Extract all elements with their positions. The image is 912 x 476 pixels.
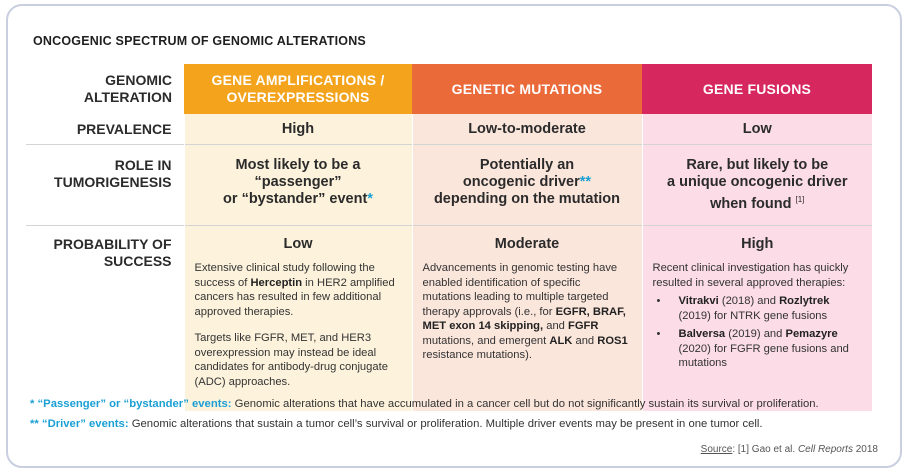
label-line: SUCCESS [103,253,172,269]
text-run: in HER2 amplified cancers has resulted in few additional approved therapies. [194,276,395,318]
text-run: (2018) and [718,295,780,307]
prevalence-fus: Low [642,114,872,145]
biomarker: FGFR [568,320,599,332]
header-row [26,64,872,114]
header-amplifications [184,64,412,114]
label-line: GENOMIC [105,72,172,88]
probability-value: Moderate [494,236,560,252]
text-run: and [572,334,598,347]
probability-row [26,226,872,412]
role-amp [184,145,412,226]
text-run: (2019) for NTRK gene fusions [678,309,828,322]
text-run: Extensive clinical study following the success of [194,262,375,289]
header-mutations: GENETIC MUTATIONS [412,64,642,114]
prevalence-row [26,114,872,145]
drug-name: Rozlytrek [779,295,830,307]
text-run: (2020) for FGFR gene fusions and mutations [678,342,849,369]
footnote-driver [30,418,763,430]
text-run: resistance mutations). [422,349,532,361]
role-line [643,191,873,213]
probability-text [185,261,412,389]
role-row [26,145,872,226]
list-item [653,294,863,323]
reference-marker: [1] [795,195,805,204]
text-run: mutations, and emergent [422,334,550,347]
probability-text [643,261,873,371]
role-fus [642,145,872,226]
probability-fus [642,226,872,412]
role-line: Rare, but likely to be [686,157,829,173]
source-label: Source [700,444,733,455]
page-title: ONCOGENIC SPECTRUM OF GENOMIC ALTERATIONS [33,34,366,48]
drug-name: Herceptin [250,276,303,289]
probability-amp [184,226,412,412]
role-mut [412,145,642,226]
footnote-passenger [30,398,819,410]
footnote-marker: * [367,191,373,207]
biomarker: EGFR, BRAF, MET exon 14 skipping, [422,305,626,332]
source-year: 2018 [852,444,878,455]
probability-mut [412,226,642,412]
role-line: a unique oncogenic driver [667,174,848,190]
list-item [653,327,863,371]
text-run: Targets like FGFR, MET, and HER3 overexpression may instead be ideal candidates for antibody-drug conjugate (ADC) approaches. [194,332,388,388]
row-label-role [26,145,184,226]
header-line: GENE AMPLIFICATIONS / [211,72,385,88]
header-fusions: GENE FUSIONS [642,64,872,114]
role-line [185,191,412,208]
text-run: Recent clinical investigation has quickly resulted in several approved therapies: [652,262,849,289]
prevalence-mut: Low-to-moderate [412,114,642,145]
text-run: Advancements in genomic testing have enabled identification of specific mutations leading to multiple targeted therapy approvals (i.e., for [422,262,618,318]
role-line: “passenger” [254,174,342,190]
drug-name: Vitrakvi [678,295,719,307]
footnote-marker: ** [579,174,592,190]
label-line: TUMORIGENESIS [54,174,172,190]
prevalence-amp: High [184,114,412,145]
label-line: ALTERATION [83,89,172,105]
therapy-list [653,294,863,371]
drug-name: Pemazyre [785,328,838,340]
role-text: oncogenic driver [462,174,580,190]
biomarker: ALK [549,334,573,347]
role-line [413,174,642,191]
footnote-text: Genomic alterations that have accumulated in a cancer cell but do not significantly sustain its survival or proliferation. [231,398,819,410]
label-line: PROBABILITY OF [53,236,172,252]
role-line: depending on the mutation [433,191,621,207]
biomarker: ROS1 [597,334,628,347]
source-text: : [1] Gao et al. [732,444,798,455]
drug-name: Balversa [678,328,726,340]
footnote-text: Genomic alterations that sustain a tumor cell’s survival or proliferation. Multiple driver events may be present in one tumor cell. [128,418,763,430]
footnote-key: ** “Driver” events: [30,418,129,430]
row-label-probability [26,226,184,412]
footnote-key: * “Passenger” or “bystander” events: [30,398,232,410]
probability-value: High [741,236,774,252]
source-journal: Cell Reports [797,444,853,455]
role-line: Potentially an [479,157,575,173]
role-text: or “bystander” event [223,191,368,207]
row-label-prevalence: PREVALENCE [76,120,172,137]
text-run: (2019) and [725,328,786,340]
spectrum-table [26,64,872,411]
row-label-alteration [26,64,184,114]
probability-text [413,261,642,363]
source-citation [701,444,878,455]
role-text: when found [710,195,792,212]
text-run: and [543,320,568,332]
label-line: ROLE IN [114,157,172,173]
probability-value: Low [283,236,313,252]
role-line: Most likely to be a [235,157,361,173]
header-line: OVEREXPRESSIONS [226,89,370,105]
